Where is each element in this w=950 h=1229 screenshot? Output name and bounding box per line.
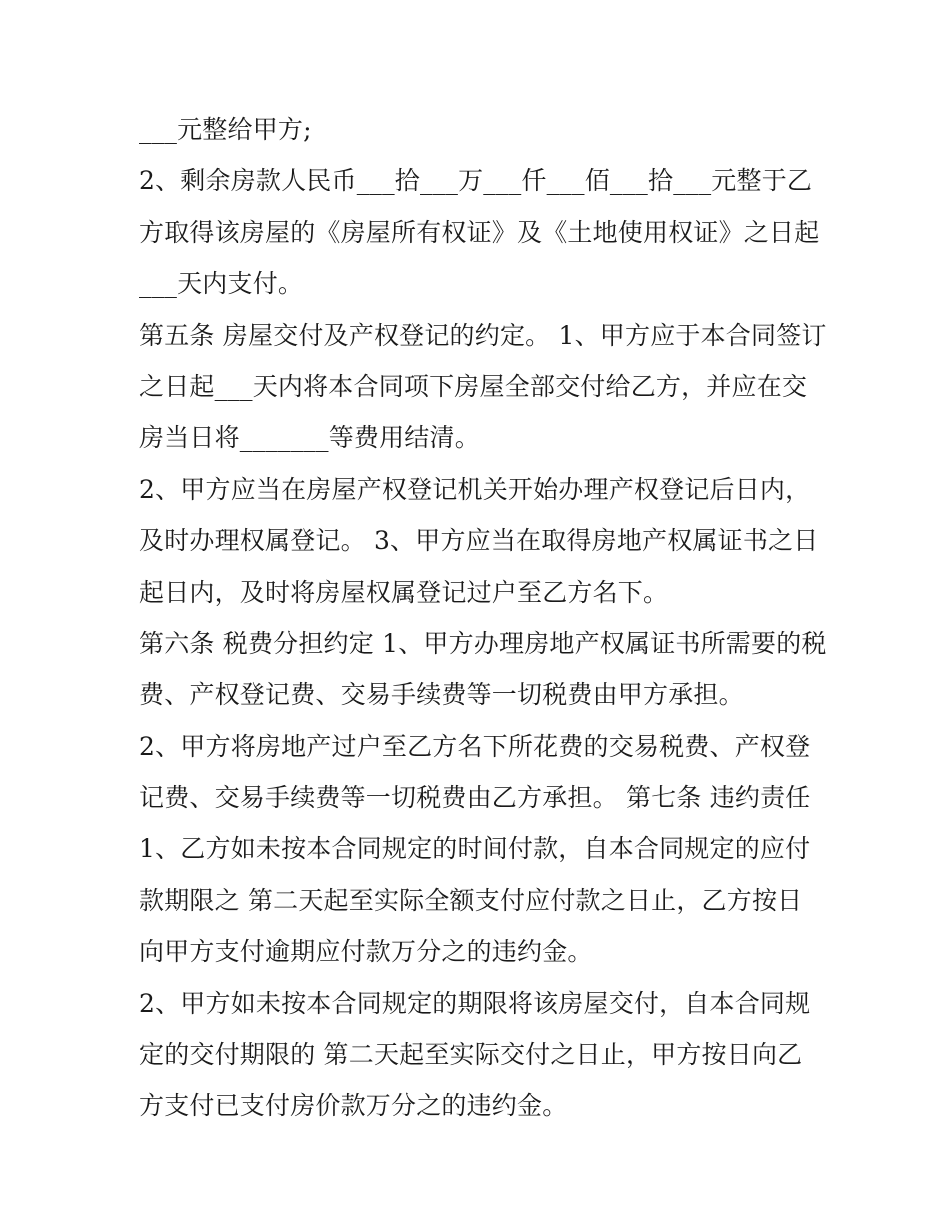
text-line: 记费、交易手续费等一切税费由乙方承担。 第七条 违约责任 — [139, 783, 811, 813]
text-line: 起日内，及时将房屋权属登记过户至乙方名下。 — [139, 577, 669, 607]
document-body — [139, 104, 827, 1132]
text-line: ___天内支付。 — [139, 269, 304, 299]
text-line: 款期限之 第二天起至实际全额支付应付款之日止，乙方按日 — [139, 885, 803, 915]
text-line: ___元整给甲方; — [139, 115, 312, 144]
text-line: 及时办理权属登记。 3、甲方应当在取得房地产权属证书之日 — [139, 526, 819, 556]
text-line: 定的交付期限的 第二天起至实际交付之日止，甲方按日向乙 — [139, 1040, 803, 1070]
text-line: 2、剩余房款人民币___拾___万___仟___佰___拾___元整于乙 — [139, 166, 813, 196]
text-line: 第六条 税费分担约定 1、甲方办理房地产权属证书所需要的税 — [139, 628, 827, 658]
text-line: 费、产权登记费、交易手续费等一切税费由甲方承担。 — [139, 680, 744, 710]
text-line: 2、甲方应当在房屋产权登记机关开始办理产权登记后日内， — [139, 474, 811, 504]
text-line: 向甲方支付逾期应付款万分之的违约金。 — [139, 937, 593, 967]
text-line: 之日起___天内将本合同项下房屋全部交付给乙方，并应在交 — [139, 371, 808, 401]
text-line: 1、乙方如未按本合同规定的时间付款，自本合同规定的应付 — [139, 834, 811, 864]
text-line: 房当日将_______等费用结清。 — [139, 423, 480, 453]
text-line: 2、甲方如未按本合同规定的期限将该房屋交付，自本合同规 — [139, 988, 811, 1018]
text-line: 第五条 房屋交付及产权登记的约定。 1、甲方应于本合同签订 — [139, 320, 827, 350]
text-line: 方支付已支付房价款万分之的违约金。 — [139, 1091, 568, 1121]
text-line: 2、甲方将房地产过户至乙方名下所花费的交易税费、产权登 — [139, 731, 811, 761]
text-line: 方取得该房屋的《房屋所有权证》及《土地使用权证》之日起 — [139, 217, 820, 247]
